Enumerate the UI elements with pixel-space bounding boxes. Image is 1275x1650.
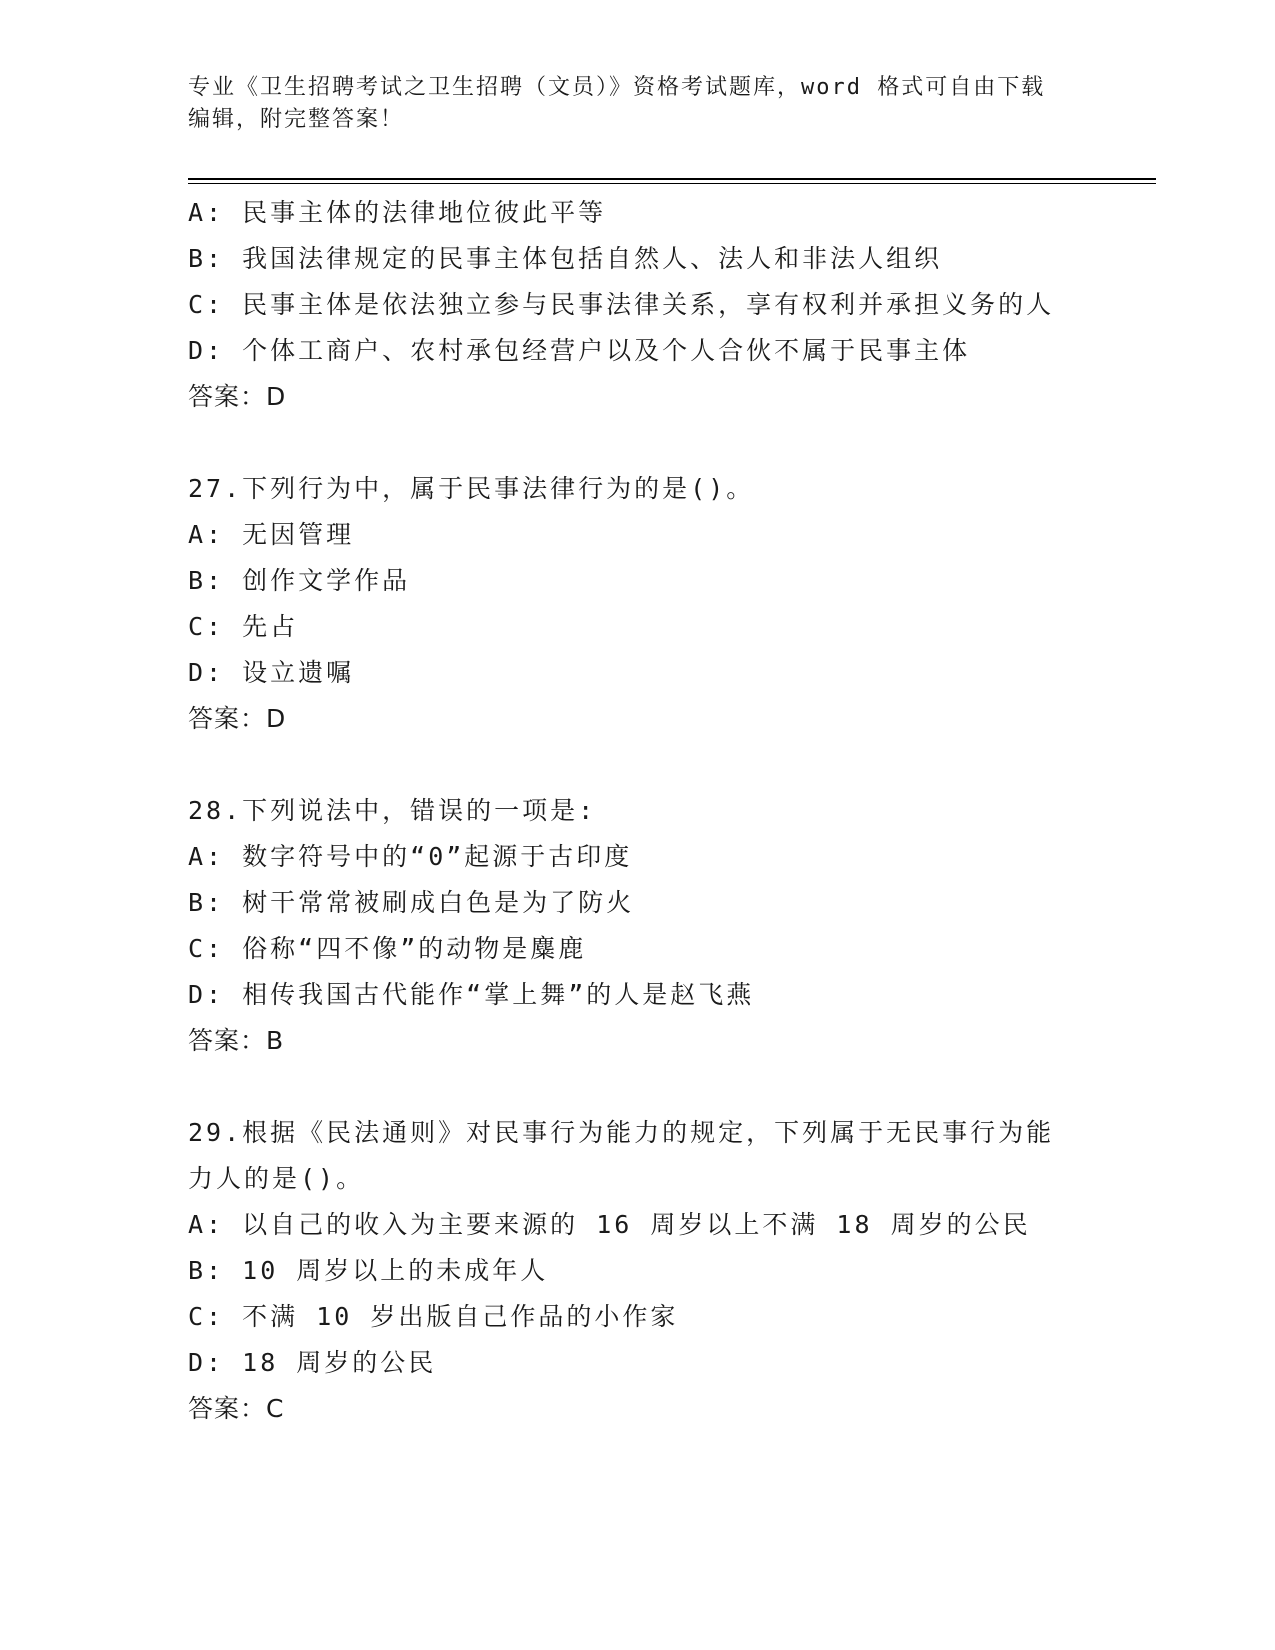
answer: 答案：D — [188, 382, 287, 411]
header-divider-thick — [188, 178, 1156, 180]
question-stem: 27.下列行为中，属于民事法律行为的是()。 — [188, 474, 755, 503]
option-c: C: 俗称“四不像”的动物是麋鹿 — [188, 934, 587, 963]
option-b: B: 创作文学作品 — [188, 566, 411, 595]
question-28 — [188, 788, 1148, 1064]
option-d: D: 个体工商户、农村承包经营户以及个人合伙不属于民事主体 — [188, 336, 971, 365]
question-26 — [188, 190, 1148, 420]
option-c: C: 先占 — [188, 612, 299, 641]
header-line-1: 专业《卫生招聘考试之卫生招聘（文员）》资格考试题库，word 格式可自由下载 — [188, 75, 1046, 100]
option-a: A: 民事主体的法律地位彼此平等 — [188, 198, 607, 227]
spacer — [188, 1064, 1148, 1110]
question-27 — [188, 466, 1148, 742]
option-b: B: 我国法律规定的民事主体包括自然人、法人和非法人组织 — [188, 244, 943, 273]
spacer — [188, 742, 1148, 788]
question-list — [188, 190, 1148, 1432]
option-d: D: 设立遗嘱 — [188, 658, 355, 687]
option-b: B: 10 周岁以上的未成年人 — [188, 1256, 549, 1285]
option-d: D: 相传我国古代能作“掌上舞”的人是赵飞燕 — [188, 980, 755, 1009]
option-c: C: 民事主体是依法独立参与民事法律关系，享有权利并承担义务的人 — [188, 290, 1055, 319]
header-divider-thin — [188, 183, 1156, 184]
answer: 答案：D — [188, 704, 287, 733]
answer: 答案：B — [188, 1026, 285, 1055]
option-a: A: 数字符号中的“0”起源于古印度 — [188, 842, 633, 871]
option-b: B: 树干常常被刷成白色是为了防火 — [188, 888, 635, 917]
header-line-2: 编辑，附完整答案！ — [188, 107, 405, 132]
question-stem-line-2: 力人的是()。 — [188, 1164, 365, 1193]
question-stem: 28.下列说法中，错误的一项是: — [188, 796, 597, 825]
option-c: C: 不满 10 岁出版自己作品的小作家 — [188, 1302, 679, 1331]
question-stem-line-1: 29.根据《民法通则》对民事行为能力的规定，下列属于无民事行为能 — [188, 1118, 1055, 1147]
option-a: A: 无因管理 — [188, 520, 355, 549]
spacer — [188, 420, 1148, 466]
question-29 — [188, 1110, 1148, 1432]
option-a: A: 以自己的收入为主要来源的 16 周岁以上不满 18 周岁的公民 — [188, 1210, 1031, 1239]
option-d: D: 18 周岁的公民 — [188, 1348, 437, 1377]
answer: 答案：C — [188, 1394, 285, 1423]
document-header — [188, 72, 1088, 136]
